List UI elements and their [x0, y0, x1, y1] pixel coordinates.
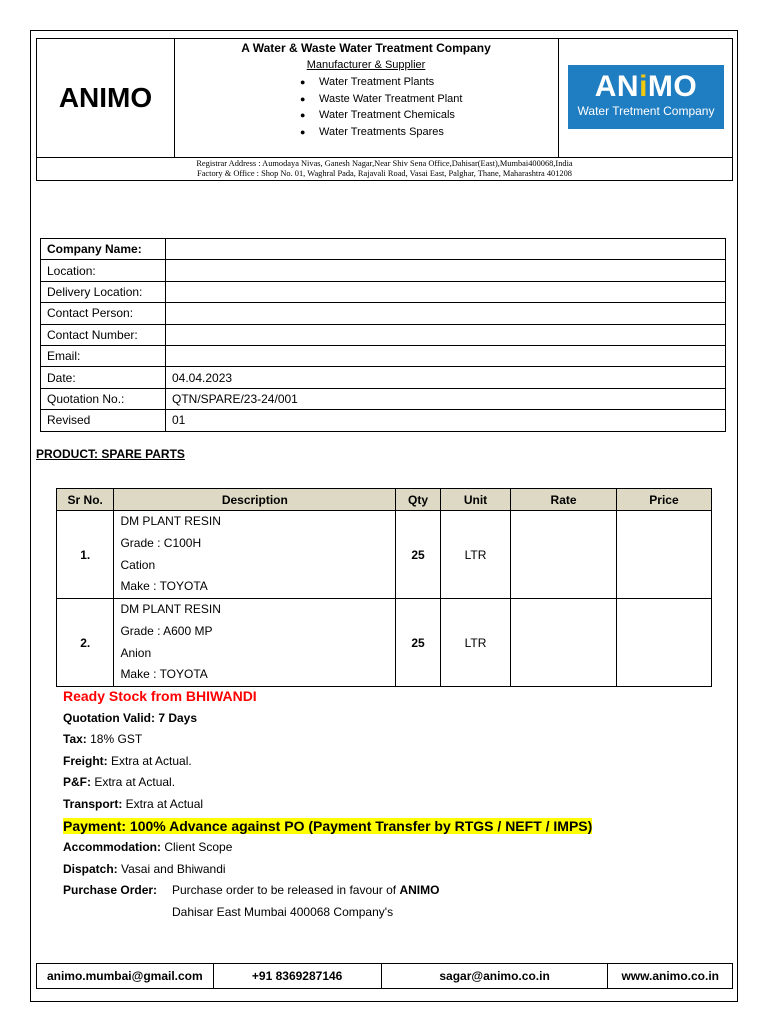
column-header: Price	[616, 489, 711, 511]
logo-cell	[558, 39, 733, 157]
purchase-order-line-2: Dahisar East Mumbai 400068 Company's	[172, 904, 394, 919]
table-row	[57, 599, 712, 687]
info-row	[41, 281, 726, 302]
description-cell: DM PLANT RESIN Grade : A600 MP Anion Make : TOYOTA	[114, 599, 396, 687]
info-label: Location:	[41, 260, 166, 281]
info-value	[166, 303, 726, 324]
info-value	[166, 281, 726, 302]
transport-line: Transport: Extra at Actual	[63, 796, 204, 811]
info-row	[41, 367, 726, 388]
qty-cell: 25	[396, 599, 441, 687]
company-logo	[568, 65, 724, 129]
service-item: ● Water Treatment Chemicals	[174, 107, 558, 124]
company-title: A Water & Waste Water Treatment Company	[241, 41, 491, 55]
letterhead	[36, 38, 733, 181]
product-heading: PRODUCT: SPARE PARTS	[36, 447, 185, 461]
tax-line: Tax: 18% GST	[63, 732, 143, 747]
pf-line: P&F: Extra at Actual.	[63, 775, 176, 790]
purchase-order-line: Purchase Order: Purchase order to be released in favour of ANIMO	[63, 883, 440, 898]
sr-cell: 2.	[57, 599, 114, 687]
email-link[interactable]: animo.mumbai@gmail.com	[37, 964, 214, 989]
service-item: ● Water Treatment Plants	[174, 74, 558, 91]
services-list	[174, 74, 558, 140]
column-header: Unit	[440, 489, 510, 511]
company-description	[174, 39, 558, 157]
ready-stock-note: Ready Stock from BHIWANDI	[63, 688, 257, 704]
info-value	[166, 239, 726, 260]
items-table	[56, 488, 712, 687]
rate-cell	[511, 599, 617, 687]
info-value	[166, 260, 726, 281]
website-link[interactable]: www.animo.co.in	[608, 964, 733, 989]
service-item: ● Waste Water Treatment Plant	[174, 91, 558, 108]
bullet-icon: ●	[300, 126, 306, 137]
bullet-icon: ●	[300, 93, 306, 104]
info-value	[166, 324, 726, 345]
customer-info-table	[40, 238, 726, 432]
payment-terms: Payment: 100% Advance against PO (Payment Transfer by RTGS / NEFT / IMPS)	[63, 817, 593, 834]
info-value: 04.04.2023	[166, 367, 726, 388]
email-link[interactable]: sagar@animo.co.in	[381, 964, 608, 989]
contact-footer	[36, 963, 733, 989]
bullet-icon: ●	[300, 77, 306, 87]
info-row	[41, 345, 726, 366]
qty-cell: 25	[396, 511, 441, 599]
info-label: Quotation No.:	[41, 388, 166, 409]
terms-block	[63, 686, 592, 924]
info-row	[41, 260, 726, 281]
service-item: ● Water Treatments Spares	[174, 124, 558, 141]
column-header: Sr No.	[57, 489, 114, 511]
info-label: Contact Person:	[41, 303, 166, 324]
info-value	[166, 345, 726, 366]
company-subtitle: Manufacturer & Supplier	[306, 59, 426, 71]
info-label: Contact Number:	[41, 324, 166, 345]
factory-address: Factory & Office : Shop No. 01, Waghral Pada, Rajavali Road, Vasai East, Palghar, Thane, Maharashtra 401208	[197, 169, 572, 178]
info-row	[41, 239, 726, 260]
description-cell: DM PLANT RESIN Grade : C100H Cation Make : TOYOTA	[114, 511, 396, 599]
info-label: Email:	[41, 345, 166, 366]
company-name: ANIMO	[37, 39, 175, 157]
table-header-row	[57, 489, 712, 511]
logo-wordmark: ANiMO	[594, 70, 698, 103]
dispatch-line: Dispatch: Vasai and Bhiwandi	[63, 861, 226, 876]
unit-cell: LTR	[440, 599, 510, 687]
info-label: Company Name:	[41, 239, 166, 260]
bullet-icon: ●	[300, 110, 306, 120]
column-header: Description	[114, 489, 396, 511]
logo-tagline: Water Tretment Company	[577, 104, 715, 118]
price-cell	[616, 599, 711, 687]
sr-cell: 1.	[57, 511, 114, 599]
info-label: Delivery Location:	[41, 281, 166, 302]
validity-note: Quotation Valid: 7 Days	[63, 710, 198, 725]
info-row	[41, 324, 726, 345]
unit-cell: LTR	[440, 511, 510, 599]
info-row	[41, 410, 726, 431]
registrar-address: Registrar Address : Aumodaya Nivas, Ganesh Nagar,Near Shiv Sena Office,Dahisar(East),Mumbai400068,India	[196, 159, 573, 168]
address-block	[37, 157, 732, 180]
freight-line: Freight: Extra at Actual.	[63, 753, 192, 768]
info-value: 01	[166, 410, 726, 431]
table-row	[57, 511, 712, 599]
info-row	[41, 388, 726, 409]
column-header: Qty	[396, 489, 441, 511]
info-row	[41, 303, 726, 324]
price-cell	[616, 511, 711, 599]
info-label: Date:	[41, 367, 166, 388]
accommodation-line: Accommodation: Client Scope	[63, 840, 233, 855]
column-header: Rate	[511, 489, 617, 511]
phone-number[interactable]: +91 8369287146	[213, 964, 381, 989]
info-value: QTN/SPARE/23-24/001	[166, 388, 726, 409]
rate-cell	[511, 511, 617, 599]
info-label: Revised	[41, 410, 166, 431]
